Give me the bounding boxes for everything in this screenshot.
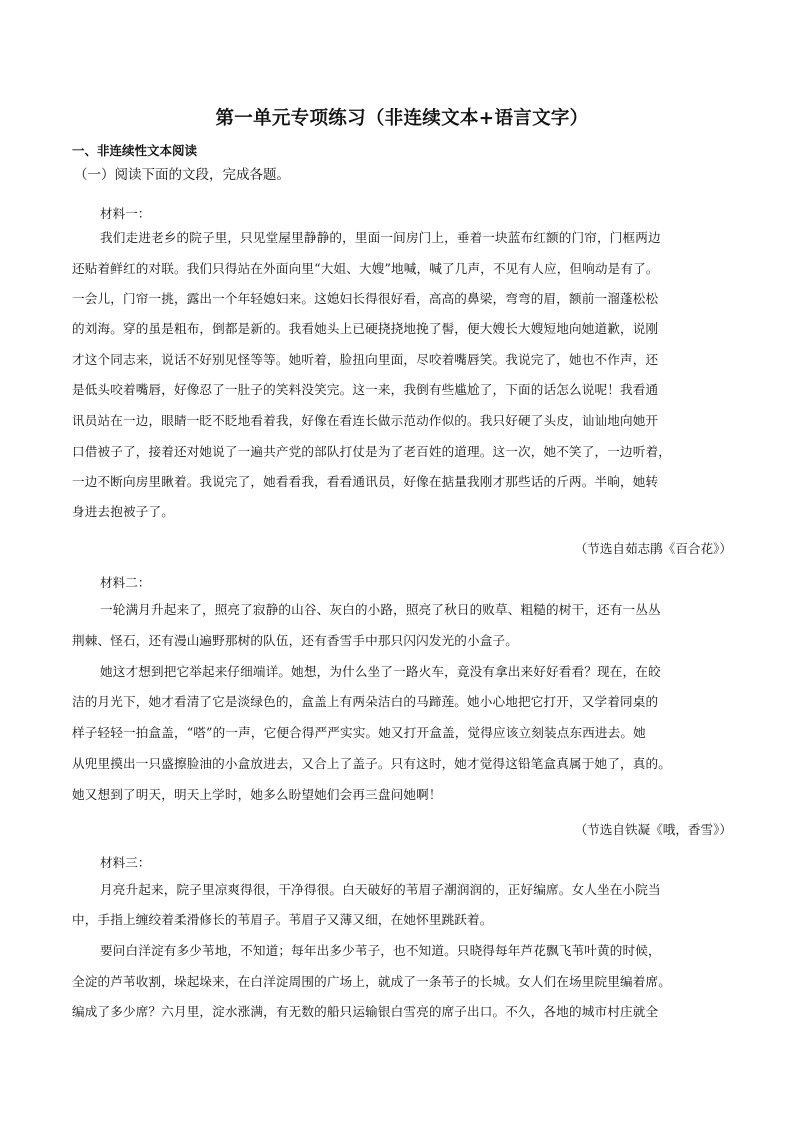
- material-three-line: 编成了多少席？六月里，淀水涨满，有无数的船只运输银白雪亮的席子出口。不久，各地的城市村庄就全: [72, 1004, 659, 1019]
- material-three-line: 中，手指上缠绞着柔滑修长的苇眉子。苇眉子又薄又细，在她怀里跳跃着。: [72, 912, 493, 927]
- material-two-line: 她又想到了明天，明天上学时，她多么盼望她们会再三盘问她啊！: [72, 787, 442, 802]
- material-one-line: 我们走进老乡的院子里，只见堂屋里静静的，里面一间房门上，垂着一块蓝布红额的门帘，门框两边: [100, 230, 661, 245]
- material-three-line: 月亮升起来，院子里凉爽得很，干净得很。白天破好的苇眉子潮润润的，正好编席。女人坐在小院当: [100, 882, 661, 897]
- material-two-source: （节选自铁凝《哦，香雪》）: [574, 822, 732, 837]
- page-title: 第一单元专项练习（非连续文本+语言文字）: [215, 108, 589, 129]
- material-one-line: 的刘海。穿的虽是粗布，倒都是新的。我看她头上已硬挠挠地挽了髻，便大嫂长大嫂短地向她道歉，说刚: [72, 321, 659, 336]
- material-one-line: 口借被子了，接着还对她说了一遍共产党的部队打仗是为了老百姓的道理。这一次，她不笑了，一边听着，: [72, 444, 671, 459]
- material-one-label: 材料一：: [100, 206, 151, 221]
- reading-instruction: （一）阅读下面的文段，完成各题。: [74, 167, 290, 183]
- material-one-line: 一边不断向房里瞅着。我说完了，她看看我，看看通讯员，好像在掂量我刚才那些话的斤两。半晌，她转: [72, 474, 659, 489]
- material-two-line: 她这才想到把它举起来仔细端详。她想，为什么坐了一路火车，竟没有拿出来好好看看？现在，在皎: [100, 664, 661, 679]
- material-two-line: 一轮满月升起来了，照亮了寂静的山谷、灰白的小路，照亮了秋日的败草、粗糙的树干，还有一丛丛: [100, 602, 661, 617]
- material-one-line: 讯员站在一边，眼睛一眨不眨地看着我，好像在看连长做示范动作似的。我只好硬了头皮，讪讪地向她开: [72, 413, 659, 428]
- section-heading: 一、非连续性文本阅读: [72, 143, 198, 158]
- material-two-line: 洁的月光下，她才看清了它是淡绿色的，盒盖上有两朵洁白的马蹄莲。她小心地把它打开，又学着同桌的: [72, 694, 659, 709]
- material-two-line: 样子轻轻一拍盒盖，“嗒”的一声，它便合得严严实实。她又打开盒盖，觉得应该立刻装点东西进去。她: [72, 725, 646, 740]
- material-three-label: 材料三：: [100, 855, 151, 870]
- material-one-line: 一会儿，门帘一挑，露出一个年轻媳妇来。这媳妇长得很好看，高高的鼻梁，弯弯的眉，额前一溜蓬松松: [72, 291, 659, 306]
- material-two-line: 从兜里摸出一只盛擦脸油的小盒放进去，又合上了盖子。只有这时，她才觉得这铅笔盒真属于她了，真的。: [72, 756, 671, 771]
- material-three-line: 全淀的芦苇收割，垛起垛来，在白洋淀周围的广场上，就成了一条苇子的长城。女人们在场里院里编着席。: [72, 974, 671, 989]
- material-one-source: （节选自茹志鹃《百合花》）: [574, 541, 732, 556]
- material-one-line: 是低头咬着嘴唇，好像忍了一肚子的笑料没笑完。这一来，我倒有些尴尬了，下面的话怎么说呢！我看通: [72, 382, 659, 397]
- material-three-line: 要问白洋淀有多少苇地，不知道；每年出多少苇子，也不知道。只晓得每年芦花飘飞苇叶黄的时候，: [100, 943, 661, 958]
- material-two-line: 荆棘、怪石，还有漫山遍野那树的队伍，还有香雪手中那只闪闪发光的小盒子。: [72, 633, 519, 648]
- material-one-line: 才这个同志来，说话不好别见怪等等。她听着，脸扭向里面，尽咬着嘴唇笑。我说完了，她也不作声，还: [72, 352, 659, 367]
- material-one-line: 还贴着鲜红的对联。我们只得站在外面向里“大姐、大嫂”地喊，喊了几声，不见有人应，但响动是有了。: [72, 261, 659, 276]
- material-two-label: 材料二：: [100, 575, 151, 590]
- material-one-line: 身进去抱被子了。: [72, 504, 174, 519]
